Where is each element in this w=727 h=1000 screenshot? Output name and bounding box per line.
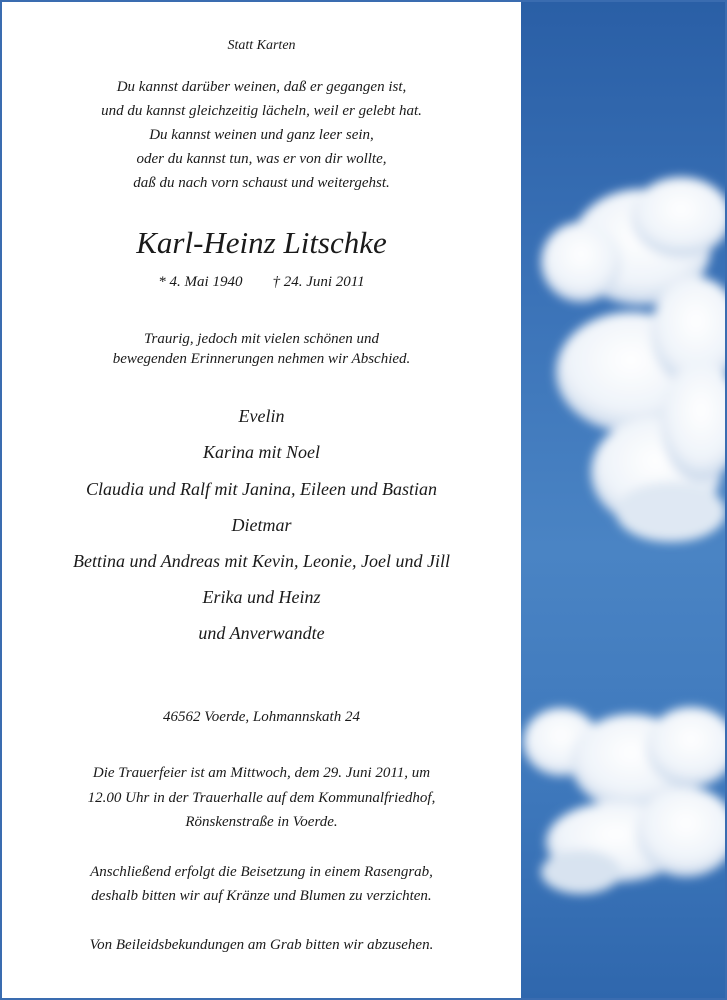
life-dates — [2, 274, 521, 291]
poem-line-2: und du kannst gleichzeitig lächeln, weil er gelebt hat. — [101, 103, 422, 119]
lower-cloud — [523, 707, 725, 894]
farewell-line-1: Traurig, jedoch mit vielen schönen und — [144, 331, 379, 347]
family-member: und Anverwandte — [198, 623, 325, 643]
deceased-name: Karl-Heinz Litschke — [136, 225, 387, 260]
poem-line-1: Du kannst darüber weinen, daß er gegangen ist, — [116, 79, 407, 95]
family-member: Claudia und Ralf mit Janina, Eileen und Bastian — [86, 479, 437, 499]
poem-line-5: daß du nach vorn schaust und weitergehst. — [133, 175, 390, 191]
address: 46562 Voerde, Lohmannskath 24 — [163, 709, 360, 725]
statt-karten: Statt Karten — [227, 38, 296, 53]
family-member: Bettina und Andreas mit Kevin, Leonie, Joel und Jill — [73, 551, 450, 571]
burial-line-1: Anschließend erfolgt die Beisetzung in einem Rasengrab, — [90, 864, 433, 880]
poem-line-4: oder du kannst tun, was er von dir wollte, — [136, 151, 387, 167]
ceremony-line-2: 12.00 Uhr in der Trauerhalle auf dem Kommunalfriedhof, — [87, 790, 436, 806]
birth-date: * 4. Mai 1940 — [158, 274, 243, 290]
clouds-illustration — [521, 2, 725, 998]
death-date: † 24. Juni 2011 — [272, 274, 365, 290]
ceremony-line-3: Rönskenstraße in Voerde. — [185, 814, 338, 830]
condolence-note: Von Beileidsbekundungen am Grab bitten wir abzusehen. — [89, 937, 434, 953]
family-member: Dietmar — [231, 515, 292, 535]
family-member: Karina mit Noel — [202, 442, 320, 462]
burial-line-2: deshalb bitten wir auf Kränze und Blumen zu verzichten. — [91, 888, 432, 904]
family-member: Erika und Heinz — [202, 587, 321, 607]
sky-image — [521, 2, 725, 998]
text-panel — [2, 2, 521, 998]
upper-cloud — [541, 177, 725, 542]
farewell-line-2: bewegenden Erinnerungen nehmen wir Abschied. — [112, 351, 411, 367]
family-member: Evelin — [238, 406, 285, 426]
ceremony-line-1: Die Trauerfeier ist am Mittwoch, dem 29. Juni 2011, um — [92, 765, 431, 781]
poem-line-3: Du kannst weinen und ganz leer sein, — [149, 127, 374, 143]
